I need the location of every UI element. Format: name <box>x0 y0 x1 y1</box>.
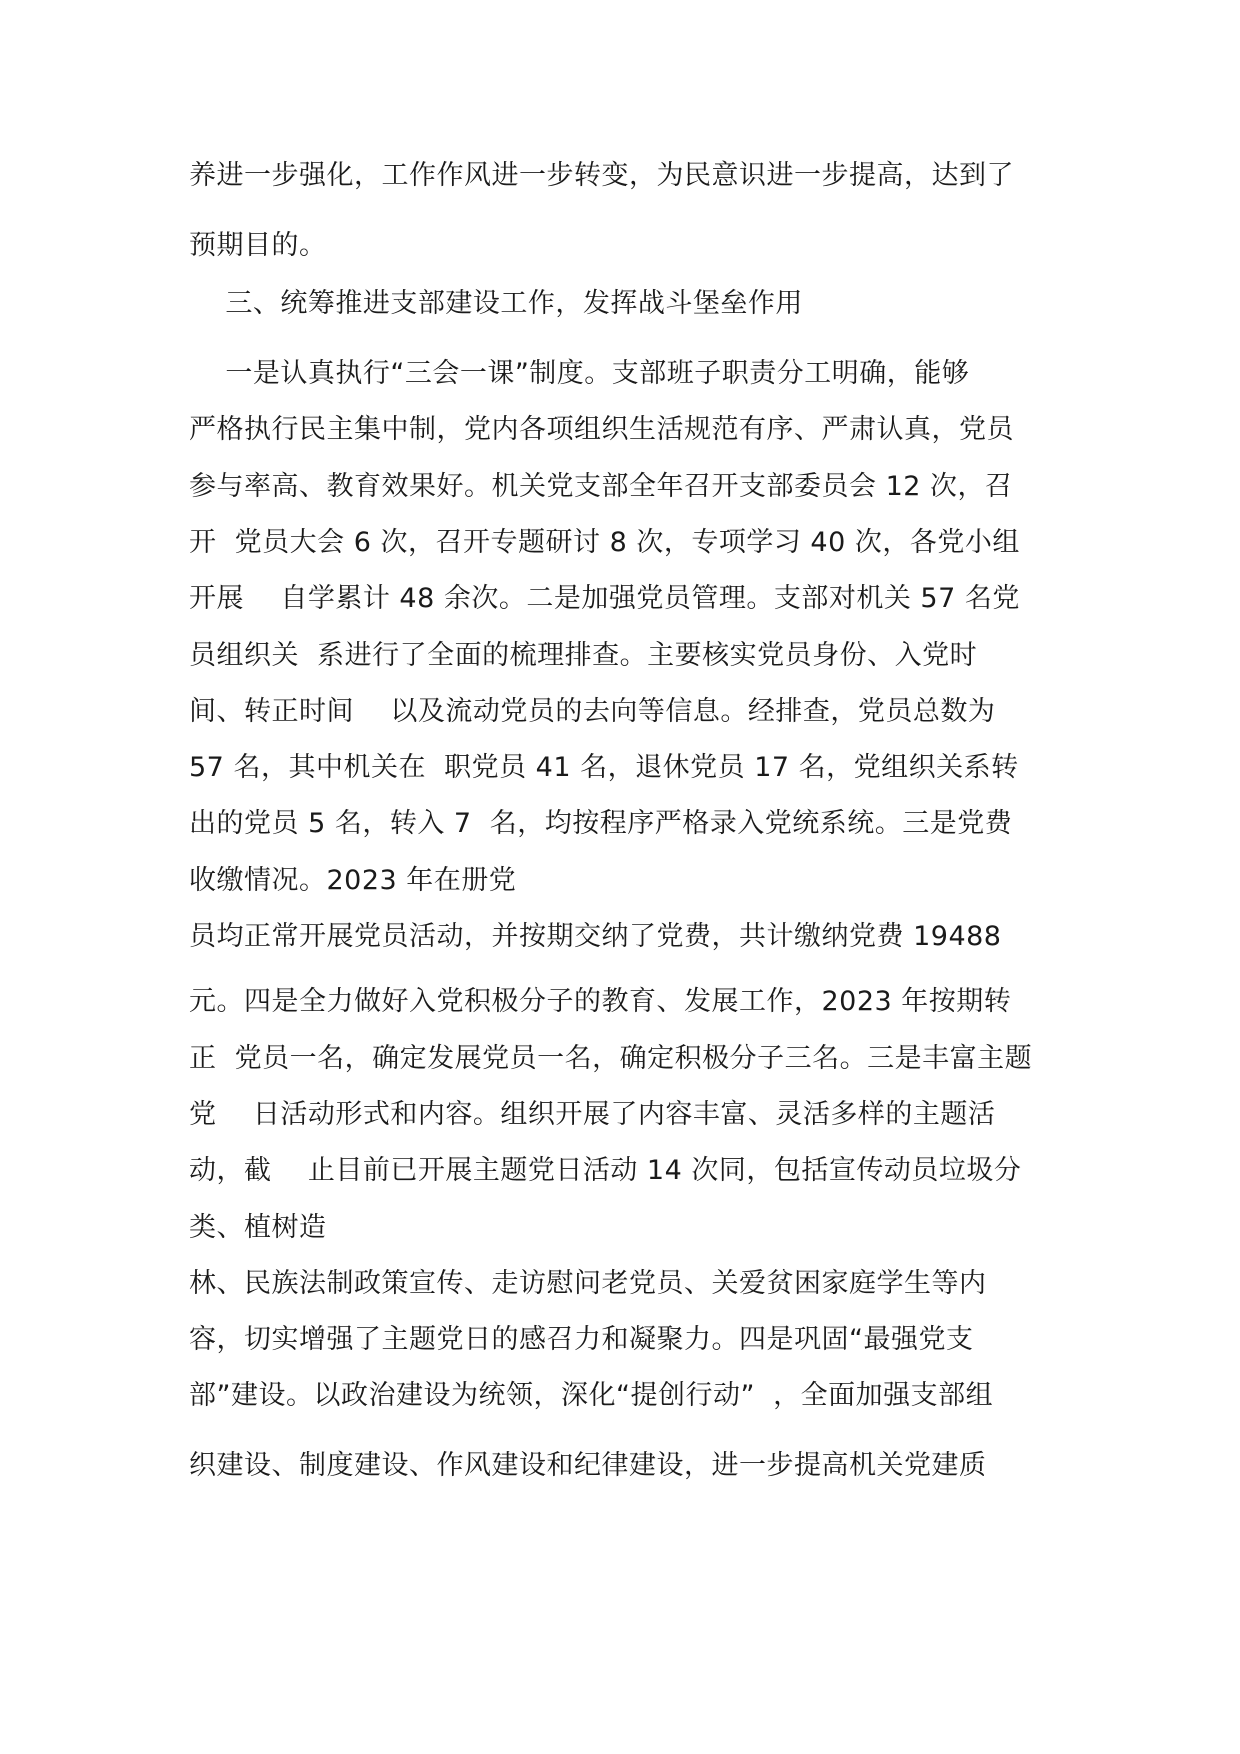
text-line: 党 日活动形式和内容。组织开展了内容丰富、灵活多样的主题活 <box>189 1099 996 1130</box>
text-line: 收缴情况。2023 年在册党 <box>189 865 517 896</box>
text-line: 织建设、制度建设、作风建设和纪律建设，进一步提高机关党建质 <box>189 1450 987 1481</box>
text-line: 部”建设。以政治建设为统领，深化“提创行动” ，全面加强支部组 <box>189 1380 994 1411</box>
text-line: 一是认真执行“三会一课”制度。支部班子职责分工明确，能够 <box>189 358 970 389</box>
text-line: 开展 自学累计 48 余次。二是加强党员管理。支部对机关 57 名党 <box>189 583 1020 614</box>
section-heading: 三、统筹推进支部建设工作，发挥战斗堡垒作用 <box>189 288 803 319</box>
text-line: 员组织关 系进行了全面的梳理排查。主要核实党员身份、入党时 <box>189 640 978 671</box>
text-line: 林、民族法制政策宣传、走访慰问老党员、关爱贫困家庭学生等内 <box>189 1268 987 1299</box>
text-line: 类、植树造 <box>189 1212 327 1243</box>
text-line: 元。四是全力做好入党积极分子的教育、发展工作，2023 年按期转 <box>189 986 1012 1017</box>
text-line: 动，截 止目前已开展主题党日活动 14 次同，包括宣传动员垃圾分 <box>189 1155 1022 1186</box>
text-line: 出的党员 5 名，转入 7 名，均按程序严格录入党统系统。三是党费 <box>189 808 1013 839</box>
text-line: 严格执行民主集中制，党内各项组织生活规范有序、严肃认真，党员 <box>189 414 1014 445</box>
text-line: 养进一步强化，工作作风进一步转变，为民意识进一步提高，达到了 <box>189 160 1014 191</box>
text-line: 57 名，其中机关在 职党员 41 名，退休党员 17 名，党组织关系转 <box>189 752 1019 783</box>
text-line: 参与率高、教育效果好。机关党支部全年召开支部委员会 12 次，召 <box>189 471 1013 502</box>
text-line: 容，切实增强了主题党日的感召力和凝聚力。四是巩固“最强党支 <box>189 1324 974 1355</box>
text-line: 预期目的。 <box>189 230 327 261</box>
text-line: 开 党员大会 6 次，召开专题研讨 8 次，专项学习 40 次，各党小组 <box>189 527 1020 558</box>
text-line: 间、转正时间 以及流动党员的去向等信息。经排查，党员总数为 <box>189 696 996 727</box>
text-line: 员均正常开展党员活动，并按期交纳了党费，共计缴纳党费 19488 <box>189 921 1002 952</box>
text-line: 正 党员一名，确定发展党员一名，确定积极分子三名。三是丰富主题 <box>189 1043 1033 1074</box>
